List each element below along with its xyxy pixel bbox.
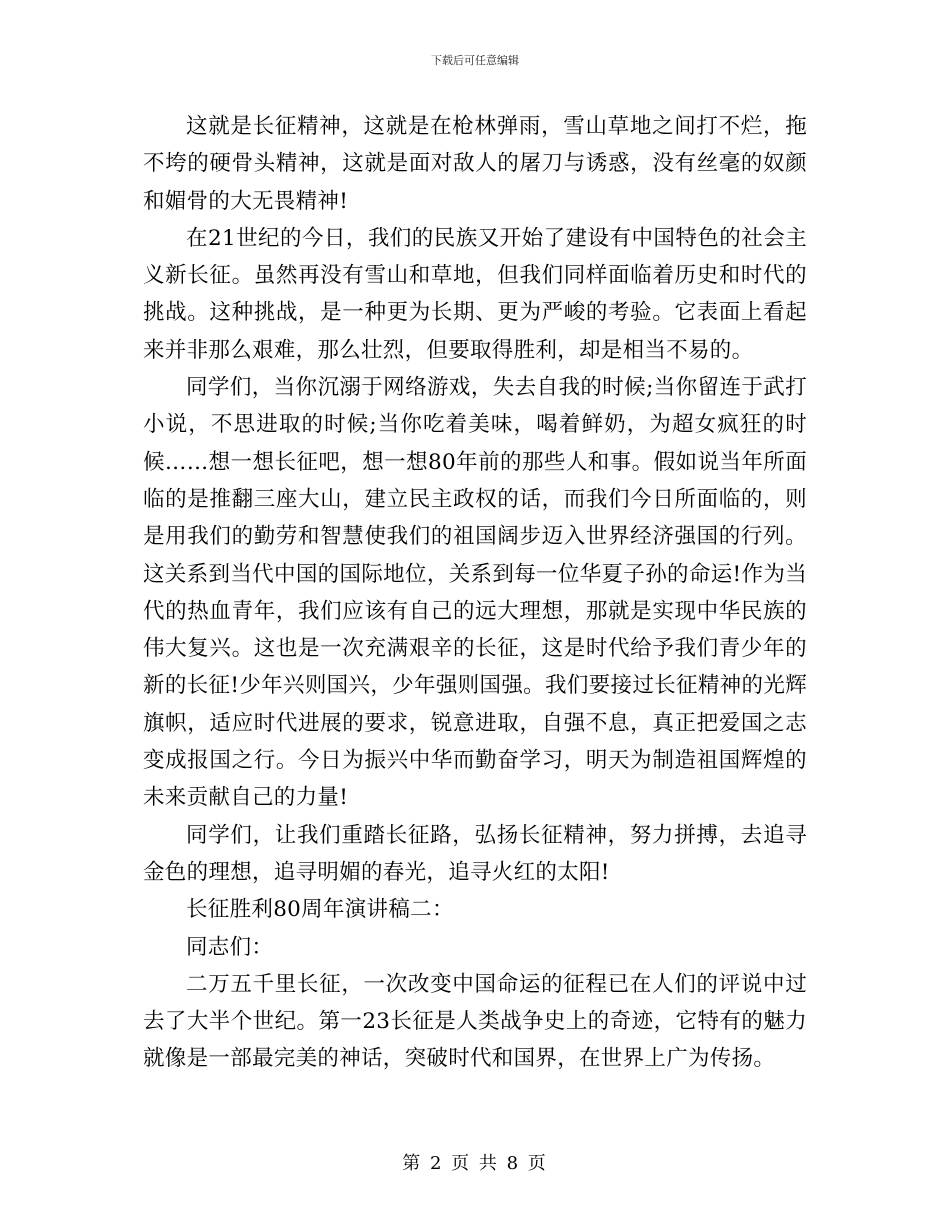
page-number-footer: 第 2 页 共 8 页: [402, 1153, 548, 1174]
page-header-note: 下载后可任意编辑: [431, 54, 519, 67]
paragraph-long-march-spirit: 这就是长征精神，这就是在枪林弹雨，雪山草地之间打不烂，拖不垮的硬骨头精神，这就是面对敌人的屠刀与诱惑，没有丝毫的奴颜和媚骨的大无畏精神!: [143, 114, 807, 214]
paragraph-call-to-action: 同学们，让我们重踏长征路，弘扬长征精神，努力拼搏，去追寻金色的理想，追寻明媚的春光，追寻火红的太阳!: [143, 822, 807, 885]
speech-two-title: 长征胜利80周年演讲稿二：: [186, 897, 454, 923]
paragraph-students-reflection: 同学们，当你沉溺于网络游戏，失去自我的时候;当你留连于武打小说，不思进取的时候;当你吃着美味，喝着鲜奶，为超女疯狂的时候……想一想长征吧，想一想80年前的那些人和事。假如说当年所面临的是推翻三座大山，建立民主政权的话，而我们今日所面临的，则是用我们的勤劳和智慧使我们的祖国阔步迈入世界经济强国的行列。这关系到当代中国的国际地位，关系到每一位华夏子孙的命运!作为当代的热血青年，我们应该有自己的远大理想，那就是实现中华民族的伟大复兴。这也是一次充满艰辛的长征，这是时代给予我们青少年的新的长征!少年兴则国兴，少年强则国强。我们要接过长征精神的光辉旗帜，适应时代进展的要求，锐意进取，自强不息，真正把爱国之志变成报国之行。今日为振兴中华而勤奋学习，明天为制造祖国辉煌的未来贡献自己的力量!: [143, 375, 807, 811]
document-body: [143, 108, 807, 1078]
speech-two-salutation: 同志们：: [186, 934, 274, 960]
paragraph-long-march-history: 二万五千里长征，一次改变中国命运的征程已在人们的评说中过去了大半个世纪。第一23长征是人类战争史上的奇迹，它特有的魅力就像是一部最完美的神话，突破时代和国界，在世界上广为传扬。: [143, 971, 807, 1072]
paragraph-new-long-march: 在21世纪的今日，我们的民族又开始了建设有中国特色的社会主义新长征。虽然再没有雪山和草地，但我们同样面临着历史和时代的挑战。这种挑战，是一种更为长期、更为严峻的考验。它表面上看起来并非那么艰难，那么壮烈，但要取得胜利，却是相当不易的。: [143, 225, 807, 363]
